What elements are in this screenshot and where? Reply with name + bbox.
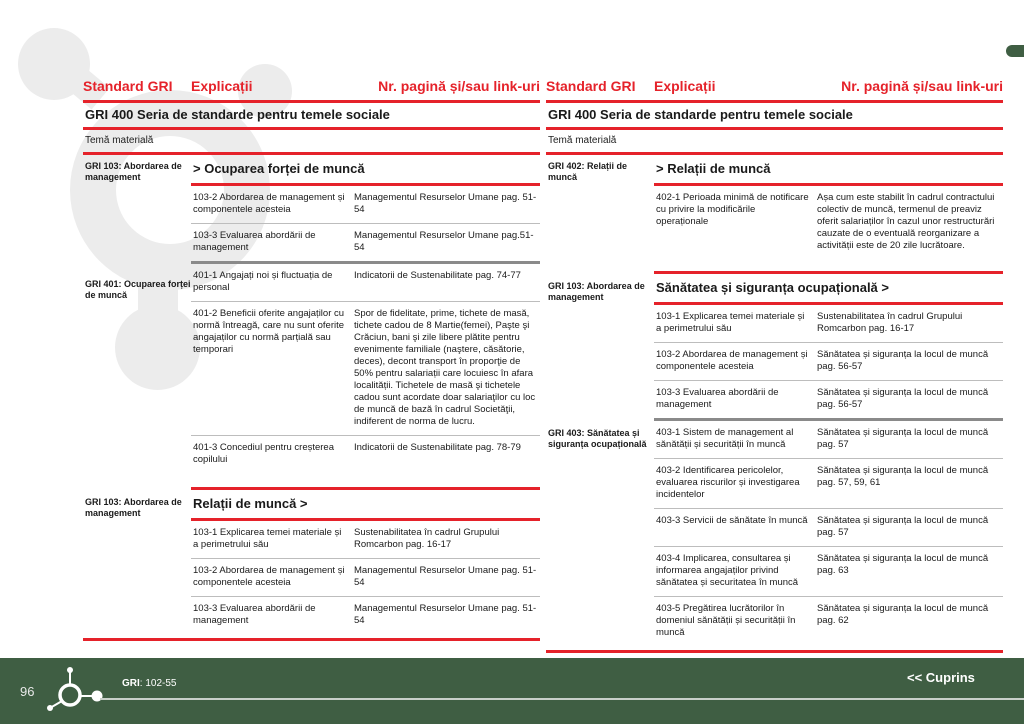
row-ref: Sustenabilitatea în cadrul Grupului Romcarbon pag. 16-17 [354, 527, 500, 550]
table-header [83, 76, 540, 96]
gri-label: GRI 103: Abordarea de management [548, 281, 645, 302]
gri-label: GRI 401: Ocuparea forței de muncă [85, 279, 191, 300]
header-explicatii: Explicații [654, 78, 716, 94]
row-ref: Indicatorii de Sustenabilitate pag. 78-79 [354, 442, 521, 453]
table-row [654, 381, 1003, 418]
page-footer [0, 658, 1024, 724]
table-row [654, 459, 1003, 509]
series-title: GRI 400 Seria de standarde pentru temele sociale [85, 107, 390, 122]
table-row [654, 305, 1003, 343]
divider [546, 650, 1003, 653]
row-ref: Indicatorii de Sustenabilitate pag. 74-77 [354, 270, 521, 281]
gri-reference [122, 678, 176, 689]
row-ref: Așa cum este stabilit în cadrul contractului colectiv de muncă, termenul de preaviz oferit salariaților în cazul unor restructurări cauzate de o eventuală reorganizare a activității este de 20 zile lucrătoare. [817, 192, 995, 251]
row-ref: Sănătatea și siguranța la locul de muncă pag. 57, 59, 61 [817, 465, 989, 488]
divider [83, 638, 540, 641]
gri-group [546, 418, 1003, 646]
table-row [654, 343, 1003, 381]
row-ref: Sănătatea și siguranța la locul de muncă pag. 56-57 [817, 349, 989, 372]
gri-group [83, 487, 540, 634]
gri-reference-value: : 102-55 [139, 678, 177, 689]
row-item: 403-3 Servicii de sănătate în muncă [656, 515, 808, 526]
footer-rule [100, 698, 1024, 700]
row-item: 403-4 Implicarea, consultarea și informarea angajaților privind sănătatea și securitatea în muncă [656, 553, 799, 588]
side-tab-marker [1006, 45, 1024, 57]
section-title-link[interactable]: > Relații de muncă [656, 161, 771, 176]
gri-label: GRI 402: Relații de muncă [548, 161, 628, 182]
table-row [191, 597, 540, 634]
table-row [191, 224, 540, 261]
row-item: 402-1 Perioada minimă de notificare cu privire la modificările operaționale [656, 192, 809, 227]
right-column [546, 76, 1003, 653]
row-ref: Sănătatea și siguranța la locul de muncă pag. 62 [817, 603, 989, 626]
row-item: 103-1 Explicarea temei materiale și a perimetrului său [656, 311, 805, 334]
gri-label: GRI 403: Sănătatea și siguranța ocupațională [548, 428, 647, 449]
row-item: 401-3 Concediul pentru creșterea copilului [193, 442, 335, 465]
table-row [654, 597, 1003, 646]
row-ref: Sănătatea și siguranța la locul de muncă pag. 57 [817, 515, 989, 538]
table-row [191, 264, 540, 302]
gri-label: GRI 103: Abordarea de management [85, 161, 182, 182]
row-item: 401-1 Angajați noi și fluctuația de personal [193, 270, 333, 293]
table-row [191, 436, 540, 473]
row-item: 103-2 Abordarea de management și componentele acesteia [193, 565, 345, 588]
row-ref: Managementul Resurselor Umane pag. 51-54 [354, 565, 537, 588]
row-ref: Sănătatea și siguranța la locul de muncă pag. 56-57 [817, 387, 989, 410]
row-item: 103-3 Evaluarea abordării de management [193, 230, 316, 253]
table-row [191, 521, 540, 559]
table-row [654, 547, 1003, 597]
header-pagina: Nr. pagină și/sau link-uri [841, 78, 1003, 94]
row-ref: Sănătatea și siguranța la locul de muncă pag. 57 [817, 427, 989, 450]
series-title: GRI 400 Seria de standarde pentru temele sociale [548, 107, 853, 122]
table-row [191, 559, 540, 597]
table-row [654, 186, 1003, 259]
table-row [191, 302, 540, 436]
page-number: 96 [20, 684, 35, 699]
row-item: 403-5 Pregătirea lucrătorilor în domeniul sănătății și securității în muncă [656, 603, 796, 638]
section-title-link[interactable]: Relații de muncă > [193, 496, 308, 511]
gri-label: GRI 103: Abordarea de management [85, 497, 182, 518]
header-pagina: Nr. pagină și/sau link-uri [378, 78, 540, 94]
tema-materiala-label: Temă materială [548, 135, 617, 146]
row-ref: Sănătatea și siguranța la locul de muncă pag. 63 [817, 553, 989, 576]
table-header [546, 76, 1003, 96]
row-item: 403-2 Identificarea pericolelor, evaluarea riscurilor și investigarea incidentelor [656, 465, 800, 500]
row-item: 103-2 Abordarea de management și componentele acesteia [656, 349, 808, 372]
header-standard-gri: Standard GRI [83, 78, 173, 94]
table-row [191, 186, 540, 224]
row-item: 401-2 Beneficii oferite angajaților cu normă întreagă, care nu sunt oferite angajaților cu normă parțială sau temporari [193, 308, 345, 355]
tema-materiala-label: Temă materială [85, 135, 154, 146]
row-ref: Managementul Resurselor Umane pag. 51-54 [354, 192, 537, 215]
molecule-logo-icon [44, 664, 106, 714]
table-row [654, 509, 1003, 547]
section-title-link[interactable]: > Ocuparea forței de muncă [193, 161, 365, 176]
cuprins-link[interactable]: << Cuprins [907, 670, 975, 685]
gri-group [83, 155, 540, 261]
section-title-link[interactable]: Sănătatea și siguranța ocupațională > [656, 280, 889, 295]
row-item: 103-1 Explicarea temei materiale și a perimetrului său [193, 527, 342, 550]
row-item: 403-1 Sistem de management al sănătății și securității în muncă [656, 427, 794, 450]
header-explicatii: Explicații [191, 78, 253, 94]
table-row [654, 421, 1003, 459]
row-ref: Managementul Resurselor Umane pag.51-54 [354, 230, 534, 253]
row-ref: Managementul Resurselor Umane pag. 51-54 [354, 603, 537, 626]
row-item: 103-3 Evaluarea abordării de management [193, 603, 316, 626]
gri-group [83, 261, 540, 473]
gri-group [546, 155, 1003, 259]
gri-reference-label: GRI [122, 678, 140, 689]
row-ref: Spor de fidelitate, prime, tichete de masă, tichete cadou de 8 Martie(femei), Paşte şi Crăciun, bani şi zile libere plătite pentru evenimente familiale (naştere, căsătorie, deces), decont transport în proporţie de 50% pentru salariații care locuiesc în afara localității. Tichetele de masă şi tichetele cadou sunt acordate doar salariaţilor cu loc de muncă de bază în cadrul Societăţii, indiferent de norma de lucru. [354, 308, 536, 427]
gri-group [546, 271, 1003, 418]
row-ref: Sustenabilitatea în cadrul Grupului Romcarbon pag. 16-17 [817, 311, 963, 334]
left-column [83, 76, 540, 641]
row-item: 103-3 Evaluarea abordării de management [656, 387, 779, 410]
row-item: 103-2 Abordarea de management și componentele acesteia [193, 192, 345, 215]
header-standard-gri: Standard GRI [546, 78, 636, 94]
